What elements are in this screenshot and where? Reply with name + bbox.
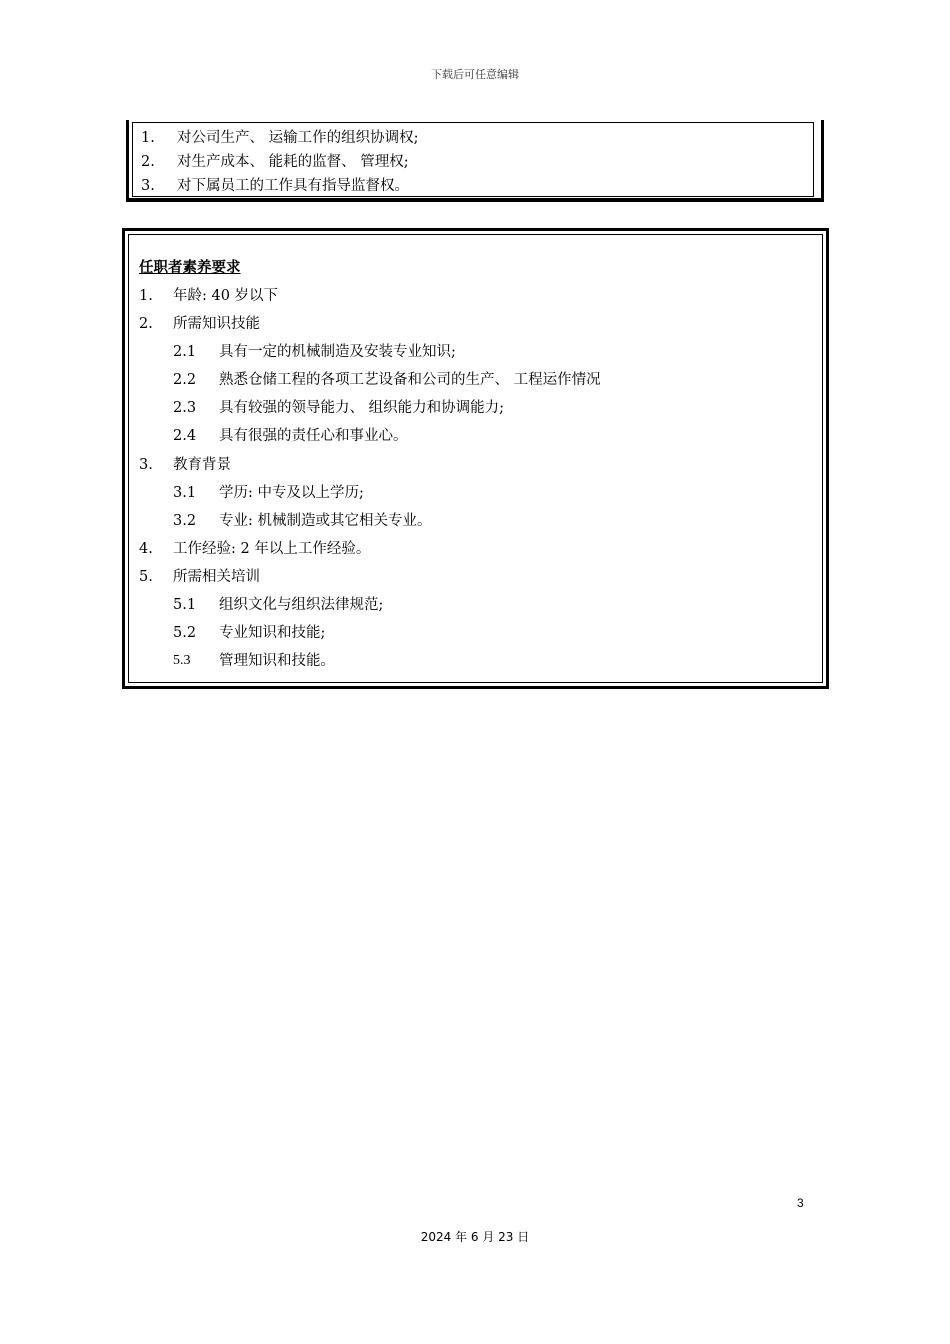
- item-text: 具有一定的机械制造及安装专业知识;: [219, 344, 456, 361]
- item-text: 管理知识和技能。: [219, 653, 335, 670]
- item-number: 5.1: [173, 597, 197, 614]
- list-item: [141, 174, 813, 198]
- authority-box: [126, 120, 824, 202]
- sub-list-item: [139, 366, 822, 394]
- list-item: [139, 310, 822, 338]
- sub-list-item: [139, 422, 822, 450]
- item-text: 学历: 中专及以上学历;: [219, 484, 364, 501]
- item-text: 熟悉仓储工程的各项工艺设备和公司的生产、 工程运作情况: [219, 372, 601, 389]
- item-number: 2.: [139, 316, 153, 333]
- list-item: [139, 451, 822, 479]
- item-number: 3.2: [173, 512, 197, 529]
- item-number: 4.: [139, 540, 153, 557]
- item-text: 所需相关培训: [173, 568, 260, 585]
- item-number: 3.: [141, 178, 155, 194]
- sub-list-item: [139, 507, 822, 535]
- list-item: [141, 150, 813, 174]
- footer-date: 2024 年 6 月 23 日: [420, 1230, 530, 1244]
- item-number: 5.: [139, 568, 153, 585]
- list-item: [141, 126, 813, 150]
- item-text: 所需知识技能: [173, 316, 260, 333]
- item-number: 2.: [141, 154, 155, 170]
- sub-list-item: [139, 338, 822, 366]
- sub-list-item: [139, 619, 822, 647]
- item-text: 教育背景: [173, 456, 231, 473]
- item-text: 年龄: 40 岁以下: [173, 288, 279, 304]
- item-number: 1.: [141, 130, 155, 146]
- item-number: 5.3: [173, 653, 191, 669]
- list-item: [139, 282, 822, 310]
- requirements-box: [122, 228, 829, 689]
- sub-list-item: [139, 394, 822, 422]
- requirements-content: [128, 234, 823, 683]
- page-header: 下载后可任意编辑: [431, 68, 519, 81]
- item-text: 对生产成本、 能耗的监督、 管理权;: [177, 154, 409, 170]
- item-text: 对下属员工的工作具有指导监督权。: [177, 178, 409, 194]
- item-number: 1.: [139, 288, 153, 304]
- item-text: 工作经验: 2 年以上工作经验。: [173, 540, 371, 557]
- item-number: 2.4: [173, 428, 197, 445]
- item-number: 2.2: [173, 372, 197, 389]
- item-text: 具有很强的责任心和事业心。: [219, 428, 408, 445]
- sub-list-item: [139, 479, 822, 507]
- item-text: 专业知识和技能;: [219, 625, 326, 642]
- section-title: 任职者素养要求: [139, 260, 241, 276]
- list-item: [139, 535, 822, 563]
- sub-list-item: [139, 647, 822, 675]
- item-number: 2.1: [173, 344, 197, 361]
- authority-list: [132, 122, 814, 197]
- item-number: 3.: [139, 456, 153, 473]
- item-text: 对公司生产、 运输工作的组织协调权;: [177, 130, 419, 146]
- item-number: 3.1: [173, 484, 197, 501]
- item-number: 5.2: [173, 625, 197, 642]
- item-text: 具有较强的领导能力、 组织能力和协调能力;: [219, 400, 504, 417]
- item-text: 组织文化与组织法律规范;: [219, 597, 384, 614]
- item-number: 2.3: [173, 400, 197, 417]
- list-item: [139, 563, 822, 591]
- sub-list-item: [139, 591, 822, 619]
- page-number: 3: [797, 1196, 804, 1210]
- item-text: 专业: 机械制造或其它相关专业。: [219, 512, 432, 529]
